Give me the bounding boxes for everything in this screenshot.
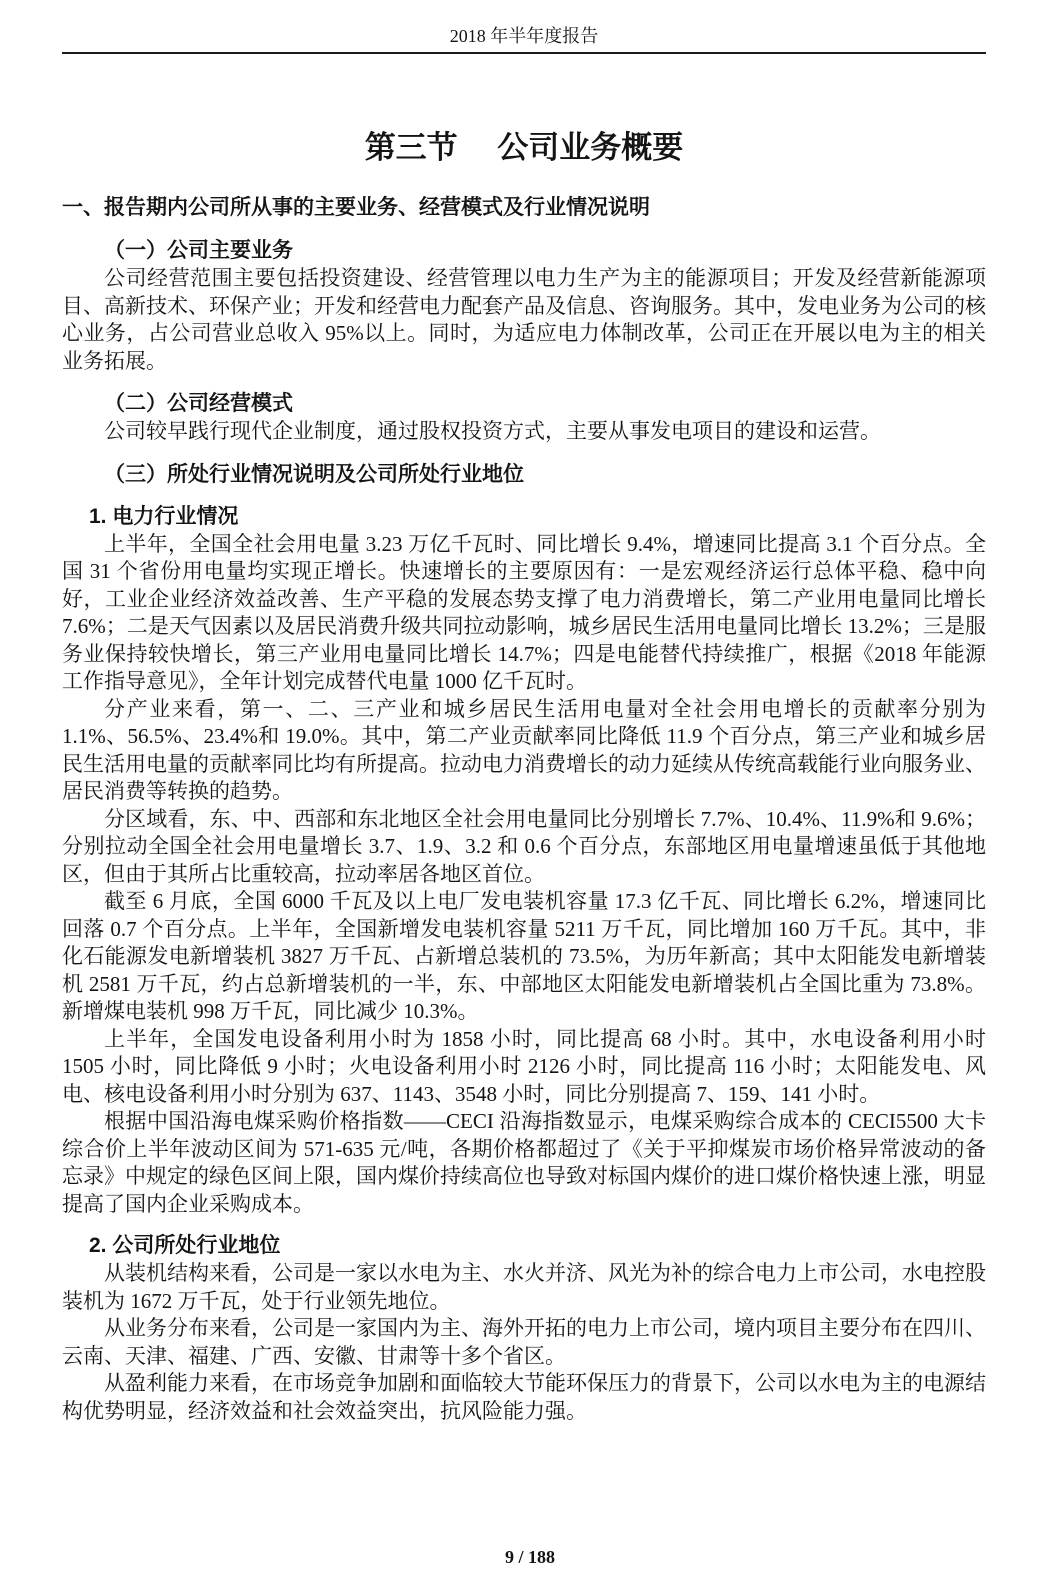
- subsection-2-paragraph: 公司较早践行现代企业制度，通过股权投资方式，主要从事发电项目的建设和运营。: [104, 419, 881, 443]
- topic-1-paragraph: 根据中国沿海电煤采购价格指数——CECI 沿海指数显示，电煤采购综合成本的 CECI5500 大卡综合价上半年波动区间为 571-635 元/吨，各期价格都超过了《关于平抑煤炭市场价格异常波动的备忘录》中规定的绿色区间上限，国内煤价持续高位也导致对标国内煤价的进口煤价格快速上涨，明显提高了国内企业采购成本。: [62, 1109, 986, 1216]
- chapter-title: 第三节 公司业务概要: [364, 130, 684, 165]
- topic-2-paragraph: 从业务分布来看，公司是一家国内为主、海外开拓的电力上市公司，境内项目主要分布在四川、云南、天津、福建、广西、安徽、甘肃等十多个省区。: [62, 1316, 986, 1368]
- topic-2-heading: 2. 公司所处行业地位: [89, 1234, 281, 1257]
- subsection-3-heading: （三）所处行业情况说明及公司所处行业地位: [104, 462, 524, 486]
- section-1-heading: 一、报告期内公司所从事的主要业务、经营模式及行业情况说明: [62, 196, 650, 219]
- topic-1-paragraph: 分区域看，东、中、西部和东北地区全社会用电量同比分别增长 7.7%、10.4%、11.9%和 9.6%；分别拉动全国全社会用电量增长 3.7、1.9、3.2 和 0.6 个百分点，东部地区用电量增速虽低于其他地区，但由于其所占比重较高，拉动率居各地区首位。: [62, 806, 986, 886]
- subsection-1-heading: （一）公司主要业务: [104, 239, 293, 262]
- topic-1-paragraph: 分产业来看，第一、二、三产业和城乡居民生活用电量对全社会用电增长的贡献率分别为 1.1%、56.5%、23.4%和 19.0%。其中，第二产业贡献率同比降低 11.9 个百分点，第三产业和城乡居民生活用电量的贡献率同比均有所提高。拉动电力消费增长的动力延续从传统高载能行业向服务业、居民消费等转换的趋势。: [62, 696, 986, 803]
- topic-2-paragraph: 从装机结构来看，公司是一家以水电为主、水火并济、风光为补的综合电力上市公司，水电控股装机为 1672 万千瓦，处于行业领先地位。: [62, 1261, 986, 1313]
- topic-1-paragraph: 截至 6 月底，全国 6000 千瓦及以上电厂发电装机容量 17.3 亿千瓦、同比增长 6.2%，增速同比回落 0.7 个百分点。上半年，全国新增发电装机容量 5211 万千瓦，同比增加 160 万千瓦。其中，非化石能源发电新增装机 3827 万千瓦、占新增总装机的 73.5%，为历年新高；其中太阳能发电新增装机 2581 万千瓦，约占总新增装机的一半，东、中部地区太阳能发电新增装机占全国比重为 73.8%。新增煤电装机 998 万千瓦，同比减少 10.3%。: [62, 889, 986, 1023]
- page-header: [62, 26, 986, 54]
- topic-2-paragraph: 从盈利能力来看，在市场竞争加剧和面临较大节能环保压力的背景下，公司以水电为主的电源结构优势明显，经济效益和社会效益突出，抗风险能力强。: [62, 1371, 986, 1423]
- page-header-title: 2018 年半年度报告: [449, 26, 599, 46]
- topic-1-heading: 1. 电力行业情况: [89, 504, 239, 528]
- page-footer: [0, 1547, 1060, 1568]
- topic-1-paragraph: 上半年，全国全社会用电量 3.23 万亿千瓦时、同比增长 9.4%，增速同比提高 3.1 个百分点。全国 31 个省份用电量均实现正增长。快速增长的主要原因有：一是宏观经济运行总体平稳、稳中向好，工业企业经济效益改善、生产平稳的发展态势支撑了电力消费增长，第二产业用电量同比增长 7.6%；二是天气因素以及居民消费升级共同拉动影响，城乡居民生活用电量同比增长 13.2%；三是服务业保持较快增长，第三产业用电量同比增长 14.7%；四是电能替代持续推广，根据《2018 年能源工作指导意见》，全年计划完成替代电量 1000 亿千瓦时。: [62, 531, 986, 693]
- subsection-1-paragraph: 公司经营范围主要包括投资建设、经营管理以电力生产为主的能源项目；开发及经营新能源项目、高新技术、环保产业；开发和经营电力配套产品及信息、咨询服务。其中，发电业务为公司的核心业务，占公司营业总收入 95%以上。同时，为适应电力体制改革，公司正在开展以电为主的相关业务拓展。: [62, 266, 986, 373]
- topic-1-paragraph: 上半年，全国发电设备利用小时为 1858 小时，同比提高 68 小时。其中，水电设备利用小时 1505 小时，同比降低 9 小时；火电设备利用小时 2126 小时，同比提高 116 小时；太阳能发电、风电、核电设备利用小时分别为 637、1143、3548 小时，同比分别提高 7、159、141 小时。: [62, 1026, 986, 1106]
- page-number: 9 / 188: [504, 1547, 555, 1567]
- subsection-2-heading: （二）公司经营模式: [104, 392, 293, 415]
